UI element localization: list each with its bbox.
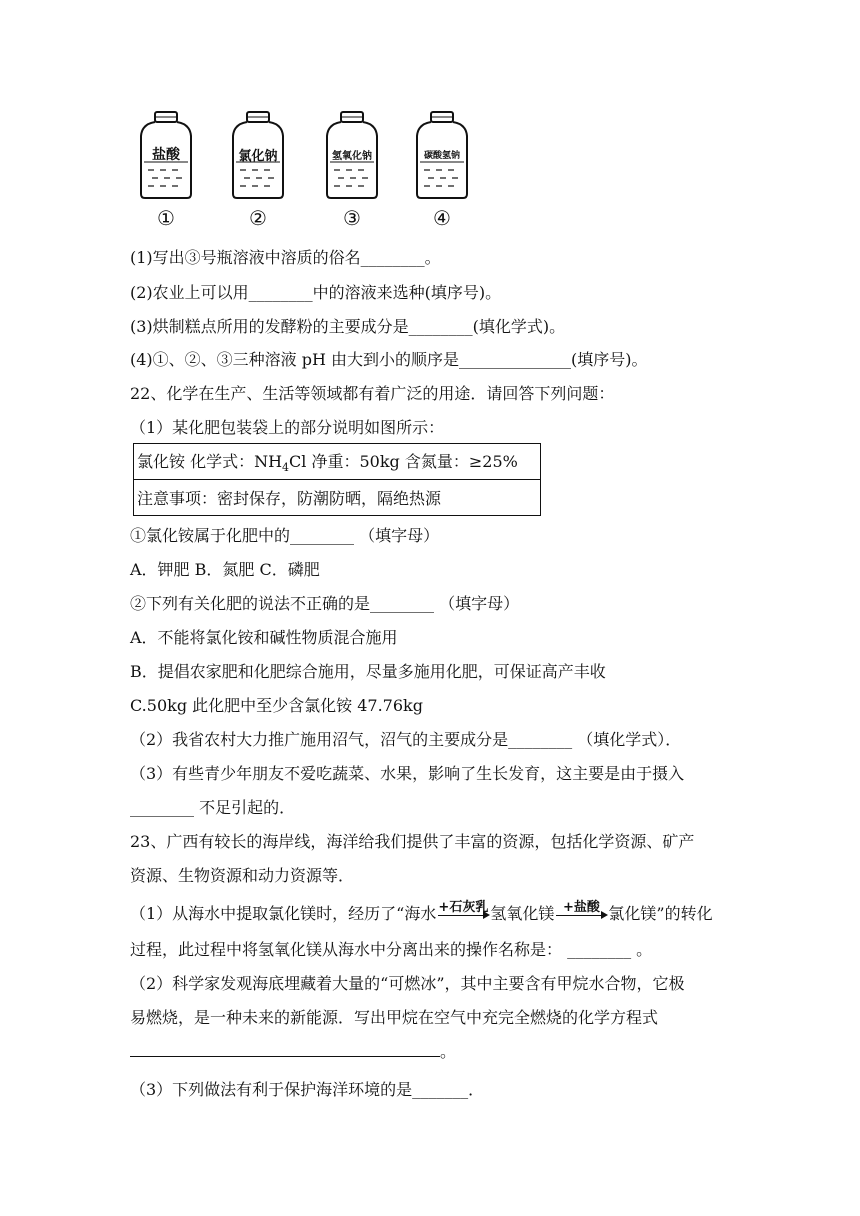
q21-sub2: (2)农业上可以用________中的溶液来选种(填序号)。	[130, 283, 502, 302]
bottle-label: 氢氧化钠	[332, 151, 372, 162]
q22-q2: ②下列有关化肥的说法不正确的是________ （填字母）	[130, 594, 520, 613]
arrow-1-reagent: +石灰乳	[438, 900, 489, 915]
fertilizer-notice-row: 注意事项：密封保存，防潮防晒，隔绝热源	[134, 480, 541, 516]
fertilizer-info-pre: 氯化铵 化学式：NH	[137, 451, 283, 471]
q22-q2-option-a: A．不能将氯化铵和碱性物质混合施用	[130, 628, 398, 647]
bottle-label: 盐酸	[152, 147, 180, 163]
arrow-head-icon	[601, 911, 608, 919]
q23-part1-b: 过程，此过程中将氢氧化镁从海水中分离出来的操作名称是： ________ 。	[130, 940, 653, 959]
bottle-3	[324, 110, 380, 200]
answer-blank	[130, 1042, 440, 1057]
q23-title-b: 资源、生物资源和动力资源等．	[130, 866, 355, 885]
q22-part2: （2）我省农村大力推广施用沼气，沼气的主要成分是________ （填化学式）．	[130, 730, 682, 749]
q21-sub1: (1)写出③号瓶溶液中溶质的俗名________。	[130, 248, 441, 267]
q21-sub4: (4)①、②、③三种溶液 pH 由大到小的顺序是______________(填序号)。	[130, 350, 648, 369]
q22-part3-a: （3）有些青少年朋友不爱吃蔬菜、水果，影响了生长发育，这主要是由于摄入	[130, 764, 685, 783]
q22-q1: ①氯化铵属于化肥中的________ （填字母）	[130, 526, 440, 545]
bottle-label: 碳酸氢钠	[423, 151, 460, 161]
q23-part3: （3）下列做法有利于保护海洋环境的是_______．	[130, 1080, 485, 1099]
q23-part2-b: 易燃烧，是一种未来的新能源．写出甲烷在空气中充完全燃烧的化学方程式	[130, 1008, 659, 1027]
reaction-arrow-1	[436, 900, 490, 924]
q22-q1-options: A．钾肥 B．氮肥 C．磷肥	[130, 560, 320, 579]
fertilizer-info-post: Cl 净重：50kg 含氮量：≥25%	[289, 451, 518, 471]
q22-part3-b: ________ 不足引起的．	[130, 798, 296, 817]
q23-part1-pre: （1）从海水中提取氯化镁时，经历了“海水	[130, 904, 437, 923]
q23-part1-mid: 氢氧化镁	[490, 904, 555, 923]
q23-title-a: 23、广西有较长的海岸线，海洋给我们提供了丰富的资源，包括化学资源、矿产	[130, 832, 695, 851]
fertilizer-label-table	[133, 443, 541, 516]
q23-part2-c	[130, 1042, 456, 1062]
bottle-4	[414, 110, 470, 200]
bottle-label: 氯化钠	[238, 149, 278, 164]
q23-part1-post: 氯化镁”的转化	[608, 904, 713, 923]
bottle-number: ④	[433, 206, 451, 230]
reagent-bottles-figure	[130, 110, 470, 235]
q22-q2-option-b: B．提倡农家肥和化肥综合施用，尽量多施用化肥，可保证高产丰收	[130, 662, 606, 681]
q23-part2-end: 。	[440, 1042, 457, 1061]
arrow-2-reagent: +盐酸	[562, 900, 600, 915]
q23-part2-a: （2）科学家发观海底埋藏着大量的“可燃冰”，其中主要含有甲烷水合物，它极	[130, 974, 685, 993]
bottle-number: ②	[249, 206, 267, 230]
formula-subscript: 4	[282, 461, 290, 475]
q23-part1	[130, 900, 713, 924]
q21-sub3: (3)烘制糕点所用的发酵粉的主要成分是________(填化学式)。	[130, 317, 566, 336]
bottle-1	[138, 110, 194, 200]
bottle-2	[230, 110, 286, 200]
reaction-arrow-2	[554, 900, 608, 924]
bottle-number: ①	[157, 206, 175, 230]
bottle-number: ③	[343, 206, 361, 230]
fertilizer-info-row	[134, 444, 541, 480]
arrow-head-icon	[483, 911, 490, 919]
q22-q2-option-c: C.50kg 此化肥中至少含氯化铵 47.76kg	[130, 696, 423, 715]
q22-title: 22、化学在生产、生活等领域都有着广泛的用途．请回答下列问题：	[130, 384, 615, 403]
q22-part1: （1）某化肥包装袋上的部分说明如图所示：	[130, 418, 445, 437]
